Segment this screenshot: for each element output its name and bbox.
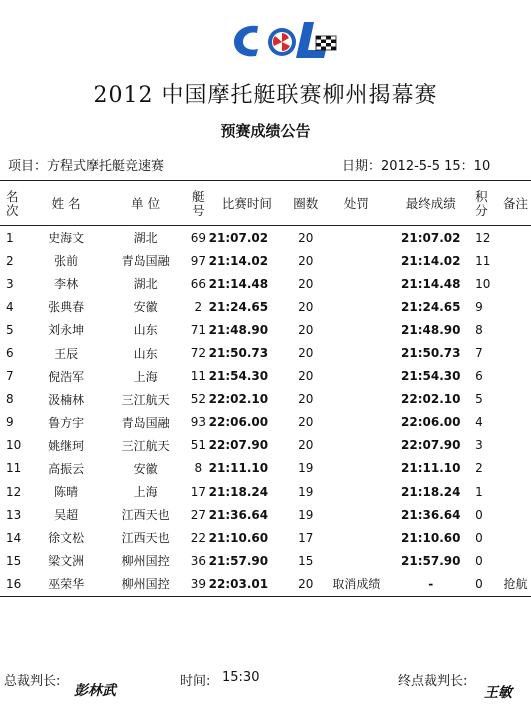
points-cell: 6 [475,369,483,384]
final-result-cell: 21:07.02 [401,230,461,245]
rank-cell: 5 [6,322,14,337]
penalty-cell [326,272,386,295]
finish-referee-signature: 王敏 [484,685,512,701]
unit-cell: 上海 [133,369,158,384]
table-header-row [0,182,531,226]
race-time-cell: 21:57.90 [208,553,269,568]
penalty-cell [326,526,386,549]
race-time-cell: 21:50.73 [208,346,269,361]
laps-cell: 20 [298,322,314,337]
boat-number-cell: 69 [190,230,206,245]
rank-cell: 8 [6,392,14,407]
boat-number-cell: 8 [194,461,203,476]
laps-cell: 20 [298,415,314,430]
column-header-penalty: 处罚 [326,182,386,226]
penalty-cell [326,457,386,480]
unit-cell: 安徽 [133,461,158,476]
name-cell: 鲁方宇 [48,415,85,430]
final-result-cell: 21:11.10 [401,461,461,476]
rank-cell: 6 [6,346,14,361]
race-time-cell: 21:36.64 [208,507,269,522]
penalty-cell [326,434,386,457]
final-result-cell: 22:02.10 [401,392,461,407]
race-time-cell: 21:48.90 [208,322,269,337]
table-row [0,549,531,572]
unit-cell: 山东 [133,323,158,338]
final-result-cell: 21:14.48 [401,276,461,291]
unit-cell: 青岛国融 [121,254,170,269]
unit-cell: 安徽 [133,300,158,315]
rank-cell: 7 [6,369,14,384]
page-subtitle: 预赛成绩公告 [220,122,311,140]
penalty-cell [326,318,386,341]
final-result-cell: 21:14.02 [401,253,461,268]
boat-number-cell: 71 [190,322,206,337]
penalty-cell [326,411,386,434]
column-header-note: 备注 [500,182,531,226]
column-header-race-time: 比赛时间 [209,182,285,226]
rank-cell: 3 [6,276,14,291]
event-label: 项目：方程式摩托艇竞速赛 [8,159,165,174]
table-row [0,572,531,596]
name-cell: 倪浩军 [48,369,85,384]
boat-number-cell: 72 [190,346,206,361]
points-cell: 2 [475,461,483,476]
laps-cell: 17 [298,530,314,545]
name-cell: 王辰 [54,346,79,361]
rank-cell: 11 [6,461,22,476]
points-cell: 3 [475,438,483,453]
final-result-cell: 21:48.90 [401,322,461,337]
table-row [0,411,531,434]
table-row [0,365,531,388]
race-time-cell: 22:03.01 [208,576,269,591]
laps-cell: 19 [298,484,314,499]
note-cell: 抢航 [503,577,528,592]
laps-cell: 20 [298,230,314,245]
note-cell [500,503,531,526]
unit-cell: 三江航天 [121,438,170,453]
points-cell: 10 [475,276,491,291]
penalty-cell [326,388,386,411]
chief-referee-label: 总裁判长: [4,674,61,689]
final-result-cell: 22:06.00 [401,415,461,430]
rank-cell: 14 [6,530,22,545]
race-time-cell: 22:06.00 [208,415,269,430]
note-cell [500,549,531,572]
table-row [0,526,531,549]
time-label: 时间: [180,674,211,689]
penalty-cell [326,365,386,388]
name-cell: 巫荣华 [48,577,85,592]
unit-cell: 湖北 [133,231,158,246]
laps-cell: 20 [298,276,314,291]
points-cell: 8 [475,322,483,337]
note-cell [500,272,531,295]
points-cell: 0 [475,576,483,591]
event-date: 日期：2012-5-5 15：10 [342,159,491,174]
unit-cell: 柳州国控 [121,577,170,592]
rank-cell: 9 [6,415,14,430]
cpl-logo [230,18,340,64]
laps-cell: 15 [298,553,314,568]
column-header-name: 姓 名 [29,182,103,226]
table-row [0,434,531,457]
boat-number-cell: 2 [194,299,203,314]
final-result-cell: 21:50.73 [401,346,461,361]
laps-cell: 20 [298,576,314,591]
time-value: 15:30 [222,670,260,685]
race-time-cell: 22:07.90 [208,438,269,453]
penalty-cell [326,480,386,503]
table-row [0,503,531,526]
table-row [0,388,531,411]
final-result-cell: - [428,576,434,591]
unit-cell: 山东 [133,346,158,361]
points-cell: 9 [475,299,483,314]
race-time-cell: 21:14.02 [208,253,269,268]
table-row [0,226,531,250]
penalty-cell [326,226,386,250]
name-cell: 史海文 [48,231,85,246]
boat-number-cell: 93 [190,415,206,430]
note-cell [500,434,531,457]
laps-cell: 19 [298,507,314,522]
penalty-cell [326,295,386,318]
table-row [0,341,531,364]
penalty-cell [326,549,386,572]
final-result-cell: 21:10.60 [401,530,461,545]
note-cell [500,388,531,411]
table-row [0,295,531,318]
boat-number-cell: 39 [190,576,206,591]
checkered-flag-icon [316,36,336,50]
table-row [0,457,531,480]
boat-number-cell: 27 [190,507,206,522]
final-result-cell: 21:24.65 [401,299,461,314]
results-body [0,226,531,597]
race-time-cell: 21:10.60 [208,530,269,545]
unit-cell: 江西天也 [121,508,170,523]
rank-cell: 2 [6,253,14,268]
rank-cell: 16 [6,576,22,591]
boat-number-cell: 36 [190,553,206,568]
points-cell: 0 [475,553,483,568]
penalty-cell [326,503,386,526]
rank-cell: 1 [6,230,14,245]
column-header-boat: 艇号 [188,182,209,226]
points-cell: 12 [475,230,491,245]
note-cell [500,411,531,434]
race-time-cell: 22:02.10 [208,392,269,407]
name-cell: 高振云 [48,461,85,476]
column-header-final: 最终成绩 [386,182,475,226]
note-cell [500,295,531,318]
column-header-rank: 名次 [0,182,29,226]
table-row [0,318,531,341]
boat-number-cell: 17 [190,484,206,499]
note-cell [500,226,531,250]
race-time-cell: 21:54.30 [208,369,269,384]
note-cell [500,318,531,341]
laps-cell: 20 [298,369,314,384]
race-time-cell: 21:18.24 [208,484,269,499]
name-cell: 姚继珂 [48,438,85,453]
points-cell: 0 [475,530,483,545]
points-cell: 11 [475,253,491,268]
name-cell: 李林 [54,277,79,292]
boat-number-cell: 52 [190,392,206,407]
unit-cell: 柳州国控 [121,554,170,569]
laps-cell: 20 [298,392,314,407]
race-time-cell: 21:14.48 [208,276,269,291]
unit-cell: 上海 [133,485,158,500]
name-cell: 吴超 [54,508,79,523]
column-header-unit: 单 位 [103,182,188,226]
final-result-cell: 21:57.90 [401,553,461,568]
finish-referee-label: 终点裁判长: [398,674,468,689]
penalty-cell [326,341,386,364]
column-header-points: 积分 [475,182,500,226]
laps-cell: 20 [298,253,314,268]
final-result-cell: 21:36.64 [401,507,461,522]
note-cell [500,341,531,364]
final-result-cell: 22:07.90 [401,438,461,453]
note-cell [500,249,531,272]
penalty-cell: 取消成绩 [332,577,381,592]
points-cell: 7 [475,346,483,361]
note-cell [500,526,531,549]
name-cell: 张前 [54,254,79,269]
race-time-cell: 21:11.10 [208,461,269,476]
note-cell [500,480,531,503]
rank-cell: 15 [6,553,22,568]
note-cell [500,365,531,388]
logo-letter-c [234,26,258,57]
unit-cell: 湖北 [133,277,158,292]
header-rule [0,180,531,181]
final-result-cell: 21:18.24 [401,484,461,499]
boat-number-cell: 66 [190,276,206,291]
rank-cell: 10 [6,438,22,453]
page-title: 2012 中国摩托艇联赛柳州揭幕赛 [93,83,438,108]
name-cell: 张典春 [48,300,85,315]
laps-cell: 20 [298,438,314,453]
laps-cell: 19 [298,461,314,476]
column-header-laps: 圈数 [285,182,326,226]
name-cell: 陈晴 [54,485,79,500]
boat-number-cell: 97 [190,253,206,268]
points-cell: 1 [475,484,483,499]
unit-cell: 青岛国融 [121,415,170,430]
rank-cell: 12 [6,484,22,499]
final-result-cell: 21:54.30 [401,369,461,384]
race-time-cell: 21:24.65 [208,299,269,314]
race-time-cell: 21:07.02 [208,230,269,245]
name-cell: 刘永坤 [48,323,85,338]
points-cell: 5 [475,392,483,407]
note-cell [500,457,531,480]
unit-cell: 江西天也 [121,531,170,546]
chief-referee-signature: 彭林武 [74,683,116,699]
rank-cell: 4 [6,299,14,314]
laps-cell: 20 [298,346,314,361]
table-row [0,249,531,272]
points-cell: 0 [475,507,483,522]
unit-cell: 三江航天 [121,392,170,407]
boat-number-cell: 11 [190,369,206,384]
penalty-cell [326,249,386,272]
name-cell: 徐文松 [48,531,85,546]
rank-cell: 13 [6,507,22,522]
name-cell: 梁文洲 [48,554,85,569]
laps-cell: 20 [298,299,314,314]
results-table [0,182,531,597]
boat-number-cell: 51 [190,438,206,453]
boat-number-cell: 22 [190,530,206,545]
points-cell: 4 [475,415,483,430]
table-row [0,272,531,295]
table-row [0,480,531,503]
name-cell: 汲楠林 [48,392,85,407]
